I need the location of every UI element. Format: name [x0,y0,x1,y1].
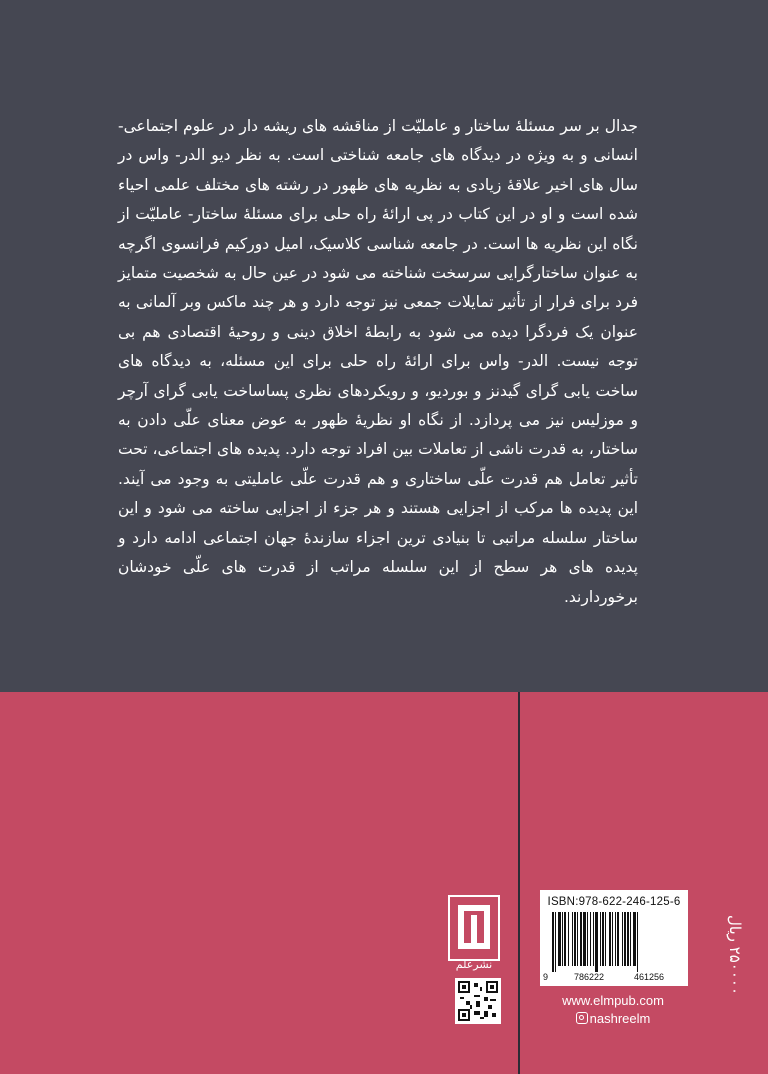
barcode-icon [550,912,678,972]
publisher-name: نشرعلم [455,958,493,971]
divider-line [518,692,520,1074]
publisher-logo-icon [448,895,500,961]
isbn-barcode [540,890,688,986]
isbn-text: ISBN:978-622-246-125-6 [547,896,681,908]
barcode-digit-lead: 9 [543,972,549,982]
price-label: ۲۵۰۰۰۰ ریال [726,915,744,995]
barcode-digits-left: 786222 [574,972,605,982]
publisher-website[interactable]: www.elmpub.com [562,993,664,1008]
back-cover-blurb: جدال بر سر مسئلهٔ ساختار و عاملیّت از مناقشه های ریشه دار در علوم اجتماعی- انسانی و به ویژه در دیدگاه های جامعه شناختی است. به نظر دیو الدر- واس در سال های اخیر علاقهٔ زیادی به نظریه های ظهور در رشته های مختلف علمی احیاء شده است و او در این کتاب در پی ارائهٔ راه حلی برای مسئلهٔ ساختار- عاملیّت از نگاه این نظریه ها است. در جامعه شناسی کلاسیک، امیل دورکیم فرانسوی اگرچه به عنوان ساختارگرایی سرسخت شناخته می شود در عین حال به شخصیت متمایز فرد برای فرار از تأثیر تمایلات جمعی نیز توجه دارد و هر چند ماکس وبر آلمانی به عنوان یک فردگرا دیده می شود به رابطهٔ اخلاق دینی و روحیهٔ اقتصادی هم بی توجه نیست. الدر- واس برای ارائهٔ راه حلی برای این مسئله، به دیدگاه های ساخت یابی گرای گیدنز و بوردیو، و رویکردهای نظری پساساخت یابی گرای آرچر و موزلیس نیز می پردازد. از نگاه او نظریهٔ ظهور به عوض معنای علّی دادن به ساختار، به قدرت ناشی از تعاملات بین افراد توجه دارد. پدیده های اجتماعی، تحت تأثیر تعامل هم قدرت علّی ساختاری و هم قدرت علّی عاملیتی به وجود می آیند. این پدیده ها مرکب از اجزایی هستند و هر جزء از اجزایی ساخته می شود و این ساختار سلسله مراتبی تا بنیادی ترین اجزاء سازندهٔ جهان اجتماعی ادامه دارد و پدیده های هر سطح از این سلسله مراتب از قدرت های علّی خودشان برخوردارند. [118,117,638,606]
qr-code-icon [455,978,501,1024]
barcode-digits-right: 461256 [634,972,665,982]
social-handle: nashreelm [589,1011,651,1026]
instagram-icon [576,1012,588,1024]
publisher-social[interactable] [538,1011,688,1026]
